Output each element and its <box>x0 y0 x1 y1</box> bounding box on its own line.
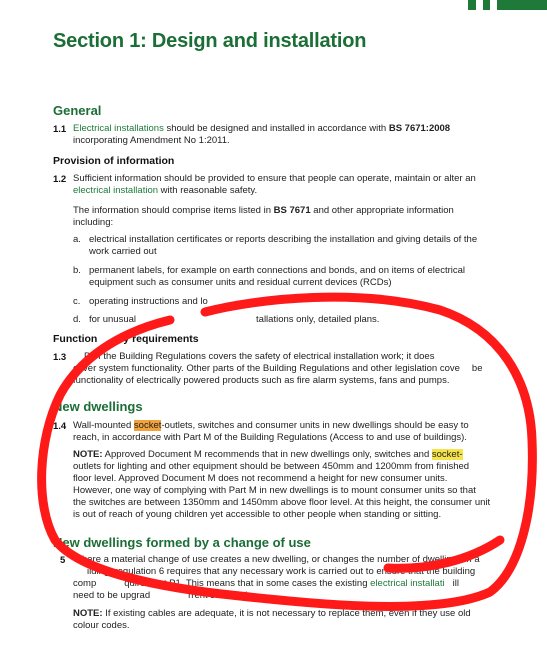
heading-functionality: Function y requirements <box>53 333 199 345</box>
para-number: 1.3 <box>53 352 67 363</box>
para-1-1: Electrical installations should be designed and installed in accordance with BS 7671:2008 incorporating Amendment No 1:2011. <box>73 123 451 146</box>
link-electrical-installation[interactable]: electrical installation <box>73 185 159 196</box>
para-number: 1.1 <box>53 124 67 135</box>
para-1-3-line1: P of the Building Regulations covers the safety of electrical installation work; it does <box>84 351 435 362</box>
link-electrical-installations[interactable]: Electrical installations <box>73 123 164 134</box>
para-1-2: Sufficient information should be provided to ensure that people can operate, maintain or alter an electrical installation with reasonable safety. <box>73 173 476 196</box>
para-number: 5 <box>60 555 66 566</box>
note-paragraph: NOTE: If existing cables are adequate, it is not necessary to replace them, even if they use old colour codes. <box>73 608 471 631</box>
list-item: c. operating instructions and lo <box>73 296 208 307</box>
heading-new-dwellings: New dwellings <box>53 399 143 414</box>
para-number: 1.2 <box>53 174 67 185</box>
note-paragraph: NOTE: Approved Document M recommends that in new dwellings only, switches and socket- outlets for lighting and other equipment should be between 450mm and 1200mm from finished floor level. Approved Document M does not recommend a height for new consumer units. However, one way of complying with Part M in new dwellings is to mount consumer units so that the switches are between 1350mm and 1450mm above floor level. At this height, the consumer unit is out of reach of young children yet accessible to other people when standing or sitting. <box>73 449 491 520</box>
heading-general: General <box>53 103 102 118</box>
link-electrical-installation[interactable]: electrical installati <box>370 578 445 589</box>
para-1-4: Wall-mounted socket-outlets, switches and consumer units in new dwellings should be easy to reach, in accordance with Part M of the Building Regulations (Access to and use of buildings). <box>73 420 469 443</box>
para-1-3-line3: functionality of electrically powered products such as fire alarm systems, fans and pumps. <box>73 375 450 386</box>
highlight-socket: socket <box>133 420 162 431</box>
heading-change-of-use: New dwellings formed by a change of use <box>53 535 311 550</box>
list-item: b. permanent labels, for example on earth connections and bonds, and on items of electrical equipment such as consumer units and residual current devices (RCDs) <box>73 265 466 288</box>
info-paragraph: The information should comprise items listed in BS 7671 and other appropriate information including: <box>73 205 454 228</box>
list-item: a. electrical installation certificates or reports describing the installation and giving details of the work carried out <box>73 234 478 257</box>
heading-provision: Provision of information <box>53 155 175 167</box>
list-item: d. for unusual tallations only, detailed plans. <box>73 314 380 325</box>
highlight-socket: socket- <box>431 449 463 460</box>
annotation-stroke <box>388 540 500 568</box>
para-number: 1.4 <box>53 421 67 432</box>
para-1-3-line2: cover system functionality. Other parts of the Building Regulations and other legislation cove be <box>73 363 483 374</box>
section-title: Section 1: Design and installation <box>53 30 367 52</box>
para-1-5: Where a material change of use creates a new dwelling, or changes the number of dwellings in a ilding, regulation 6 requires that any necessary work is carried out to ensure that the building comp quirement P1. This means that in some cases the existing electrical installati ill need to be upgrad rrent standards. <box>73 554 480 601</box>
